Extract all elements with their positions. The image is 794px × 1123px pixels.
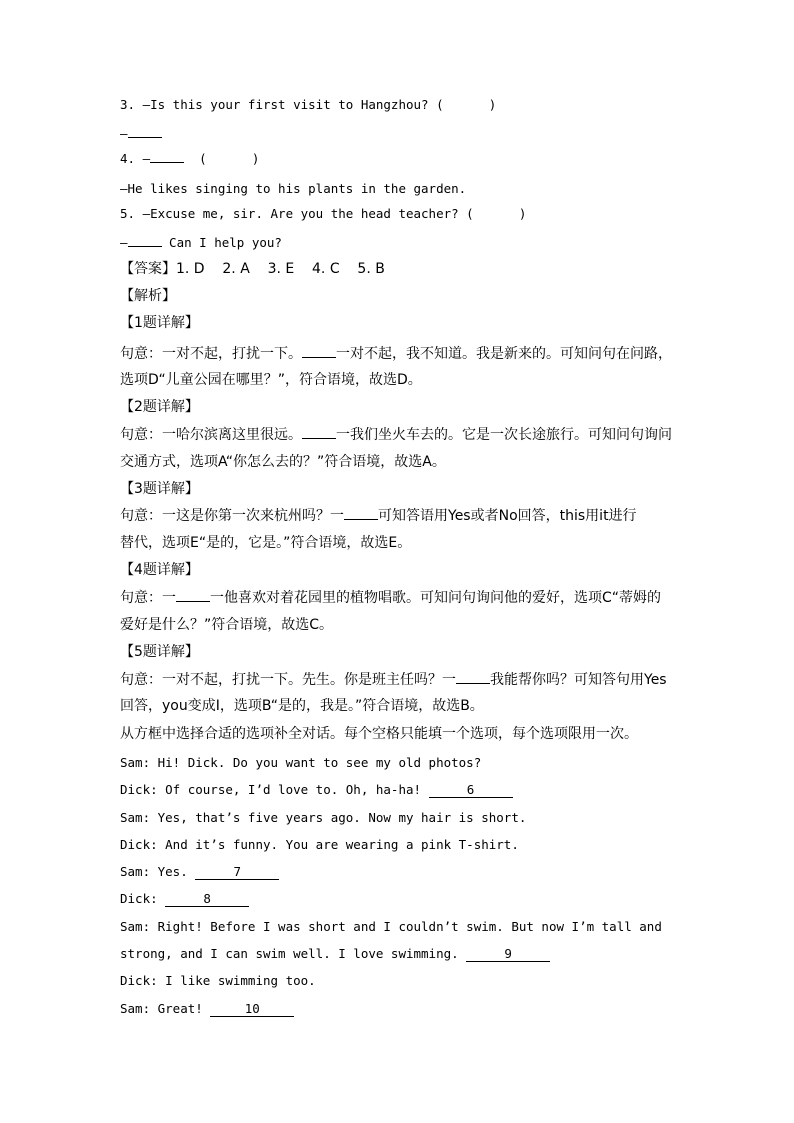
text-line: [120, 671, 667, 689]
text-segment: 交通方式，选项A“你怎么去的？”符合语境，故选A。: [120, 454, 446, 470]
answer-blank: [456, 683, 490, 684]
answer-blank: [176, 601, 210, 602]
text-segment: Dick: I like swimming too.: [120, 973, 316, 988]
text-segment: Dick:: [120, 891, 166, 906]
text-line: [120, 260, 385, 278]
text-line: [120, 287, 176, 305]
text-line: [120, 534, 411, 552]
text-line: [120, 697, 484, 715]
text-line: [120, 96, 496, 114]
text-segment: 我能帮你吗？可知答句用Yes: [490, 672, 667, 688]
text-line: [120, 589, 661, 607]
text-segment: 可知答语用Yes或者No回答，this用it进行: [378, 508, 637, 524]
text-segment: Can I help you?: [161, 235, 282, 250]
text-segment: 句意：一对不起，打扰一下。先生。你是班主任吗？一: [120, 672, 456, 688]
text-line: [120, 836, 519, 854]
text-segment: Sam: Right! Before I was short and I couldn’t swim. But now I’m tall and: [120, 919, 662, 934]
text-segment: 【2题详解】: [120, 399, 199, 415]
text-line: [120, 125, 162, 143]
text-line: [120, 453, 446, 471]
text-line: [120, 754, 481, 772]
text-line: [120, 643, 199, 661]
text-segment: 句意：一: [120, 590, 176, 606]
text-segment: 【3题详解】: [120, 481, 199, 497]
text-segment: 替代，选项E“是的，它是。”符合语境，故选E。: [120, 535, 412, 551]
text-segment: 句意：一对不起，打扰一下。: [120, 346, 302, 362]
text-line: [120, 918, 662, 936]
text-line: [120, 234, 282, 252]
text-line: [120, 945, 550, 963]
answer-blank: 10: [210, 1002, 294, 1017]
text-segment: Dick: Of course, I’d love to. Oh, ha-ha!: [120, 782, 429, 797]
answer-blank: [128, 246, 162, 247]
text-line: [120, 809, 526, 827]
text-line: [120, 180, 466, 198]
text-line: [120, 426, 672, 444]
text-line: [120, 150, 259, 168]
text-line: [120, 371, 422, 389]
text-segment: 爱好是什么？”符合语境，故选C。: [120, 617, 334, 633]
answer-blank: 9: [466, 947, 550, 962]
text-segment: 回答，you变成I，选项B“是的，我是。”符合语境，故选B。: [120, 698, 484, 714]
answer-blank: [302, 438, 336, 439]
text-segment: 一他喜欢对着花园里的植物唱歌。可知问句询问他的爱好，选项C“蒂姆的: [210, 590, 662, 606]
text-line: [120, 205, 526, 223]
text-segment: 【解析】: [120, 288, 176, 304]
text-segment: 句意：一这是你第一次来杭州吗？一: [120, 508, 344, 524]
text-line: [120, 863, 279, 881]
text-line: [120, 398, 199, 416]
text-segment: Sam: Hi! Dick. Do you want to see my old photos?: [120, 755, 482, 770]
text-segment: Sam: Great!: [120, 1001, 211, 1016]
text-line: [120, 972, 316, 990]
text-line: [120, 507, 637, 525]
text-segment: 一我们坐火车去的。它是一次长途旅行。可知问句询问: [336, 427, 672, 443]
text-segment: 4. —: [120, 151, 151, 166]
text-segment: —He likes singing to his plants in the garden.: [120, 181, 467, 196]
text-segment: —: [120, 126, 128, 141]
text-line: [120, 314, 199, 332]
text-segment: Dick: And it’s funny. You are wearing a pink T-shirt.: [120, 837, 519, 852]
answer-blank: [150, 162, 184, 163]
text-segment: 【5题详解】: [120, 644, 199, 660]
answer-blank: [344, 519, 378, 520]
text-segment: strong, and I can swim well. I love swimming.: [120, 946, 467, 961]
text-segment: 从方框中选择合适的选项补全对话。每个空格只能填一个选项，每个选项限用一次。: [120, 726, 638, 742]
text-segment: 一对不起，我不知道。我是新来的。可知问句在问路，: [336, 346, 672, 362]
text-segment: 【4题详解】: [120, 562, 199, 578]
text-line: [120, 480, 199, 498]
text-line: [120, 1000, 294, 1018]
text-line: [120, 616, 333, 634]
text-segment: 句意：一哈尔滨离这里很远。: [120, 427, 302, 443]
text-segment: Sam: Yes, that’s five years ago. Now my hair is short.: [120, 810, 527, 825]
text-segment: 【答案】1. D 2. A 3. E 4. C 5. B: [120, 261, 385, 277]
answer-blank: [302, 357, 336, 358]
text-segment: 3. —Is this your first visit to Hangzhou? ( ): [120, 97, 497, 112]
text-segment: 5. —Excuse me, sir. Are you the head teacher? ( ): [120, 206, 527, 221]
text-segment: Sam: Yes.: [120, 864, 196, 879]
text-segment: —: [120, 235, 128, 250]
text-segment: 选项D“儿童公园在哪里？”，符合语境，故选D。: [120, 372, 422, 388]
answer-blank: 6: [429, 783, 513, 798]
text-line: [120, 561, 199, 579]
text-segment: 【1题详解】: [120, 315, 199, 331]
text-line: [120, 890, 249, 908]
text-line: [120, 781, 513, 799]
text-line: [120, 345, 672, 363]
answer-blank: 7: [195, 865, 279, 880]
text-line: [120, 725, 638, 743]
answer-blank: 8: [165, 892, 249, 907]
text-segment: ( ): [184, 151, 260, 166]
answer-blank: [128, 137, 162, 138]
